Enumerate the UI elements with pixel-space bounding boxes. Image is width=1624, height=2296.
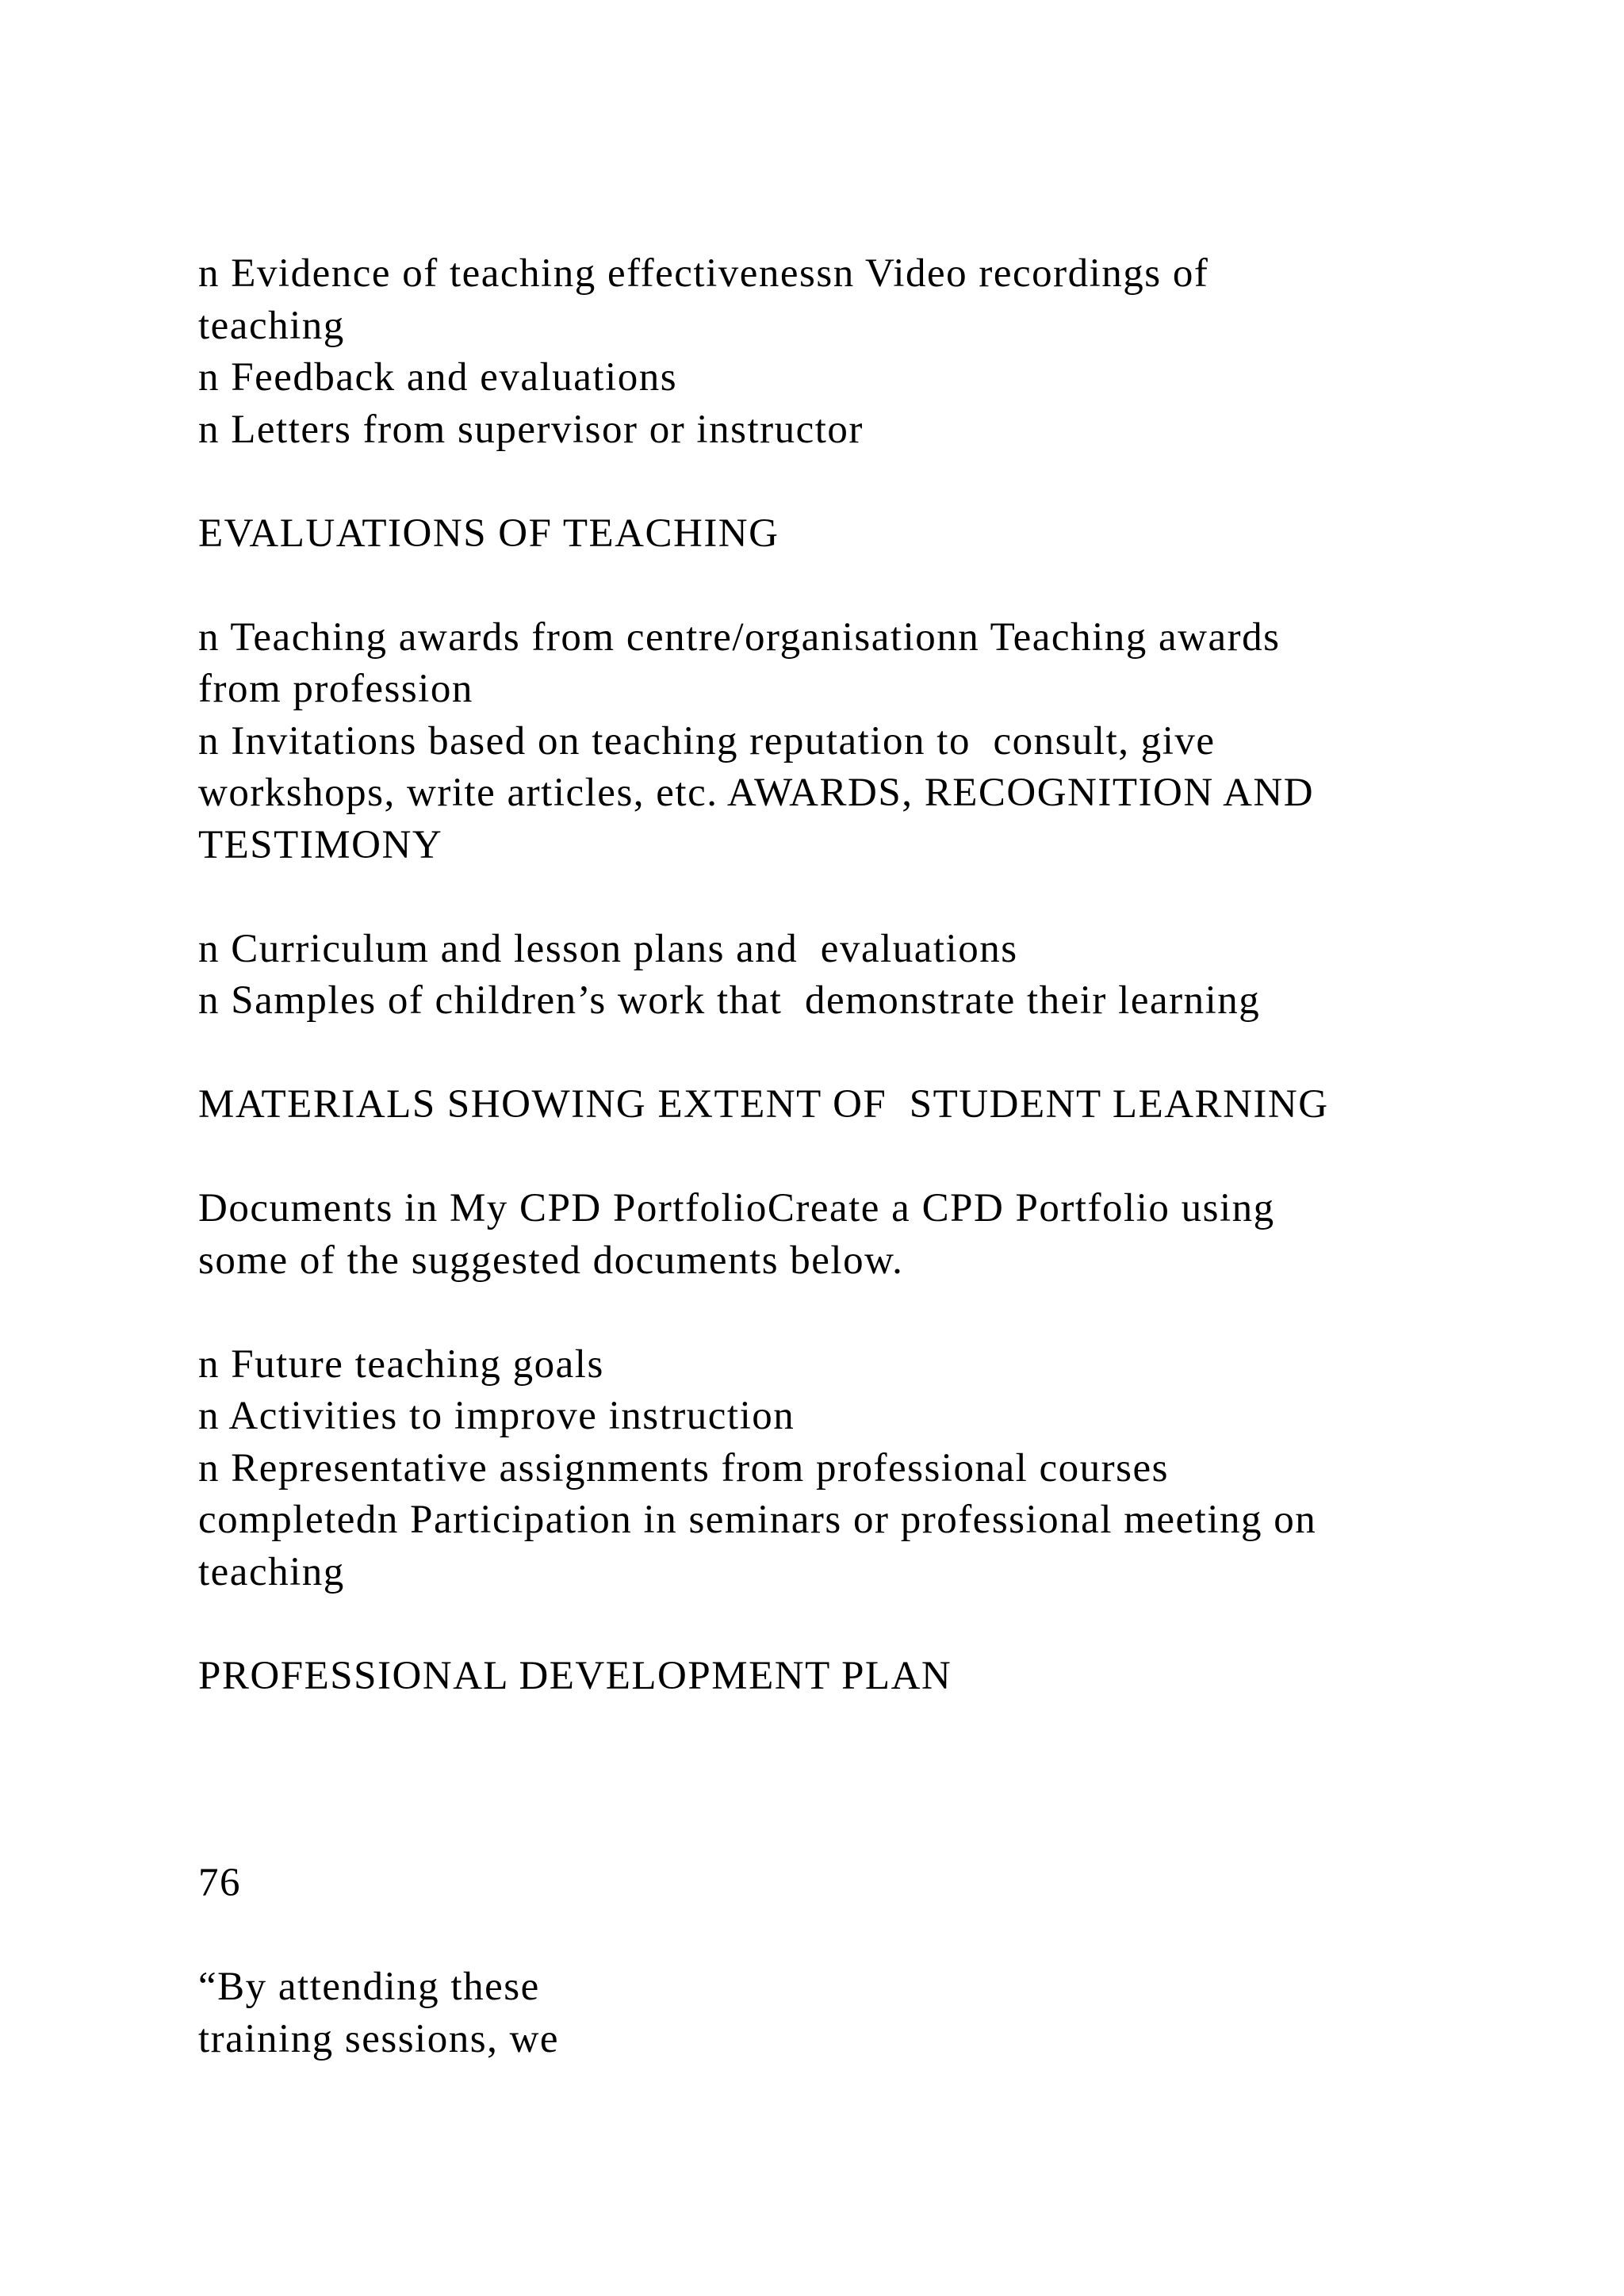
quote-line: “By attending these <box>198 1965 540 2009</box>
student-learning-list <box>198 924 1467 1027</box>
body-line: TESTIMONY <box>198 822 443 867</box>
section-heading: EVALUATIONS OF TEACHING <box>198 511 779 556</box>
section-heading: MATERIALS SHOWING EXTENT OF STUDENT LEARNING <box>198 1082 1329 1127</box>
spacer <box>198 1910 1467 1962</box>
spacer <box>198 456 1467 508</box>
spacer <box>198 1598 1467 1651</box>
body-line: completedn Participation in seminars or professional meeting on <box>198 1498 1317 1542</box>
body-line: some of the suggested documents below. <box>198 1238 904 1283</box>
body-line: teaching <box>198 1549 345 1594</box>
awards-list <box>198 612 1467 872</box>
section-heading: PROFESSIONAL DEVELOPMENT PLAN <box>198 1653 952 1698</box>
quote-line: training sessions, we <box>198 2016 560 2061</box>
body-line: from profession <box>198 667 473 711</box>
spacer <box>198 1702 1467 1858</box>
portfolio-intro <box>198 1183 1467 1287</box>
body-line: workshops, write articles, etc. AWARDS, RECOGNITION AND <box>198 771 1315 815</box>
spacer <box>198 1027 1467 1080</box>
body-line: n Invitations based on teaching reputation to consult, give <box>198 718 1216 763</box>
body-line: n Feedback and evaluations <box>198 355 678 400</box>
body-line: n Future teaching goals <box>198 1341 604 1387</box>
body-line: n Letters from supervisor or instructor <box>198 407 864 452</box>
quote-block <box>198 1961 1467 2065</box>
body-line: Documents in My CPD PortfolioCreate a CPD Portfolio using <box>198 1186 1275 1230</box>
teaching-evidence-list <box>198 248 1467 456</box>
page-number: 76 <box>198 1861 241 1905</box>
document-body <box>198 248 1467 2065</box>
spacer <box>198 560 1467 612</box>
body-line: n Representative assignments from professional courses <box>198 1445 1169 1490</box>
body-line: n Activities to improve instruction <box>198 1394 795 1438</box>
body-line: n Evidence of teaching effectivenessn Video recordings of <box>198 251 1209 296</box>
spacer <box>198 871 1467 924</box>
body-line: n Samples of children’s work that demonstrate their learning <box>198 978 1261 1023</box>
spacer <box>198 1131 1467 1184</box>
development-plan-list <box>198 1339 1467 1599</box>
body-line: n Curriculum and lesson plans and evaluations <box>198 926 1018 971</box>
body-line: teaching <box>198 303 345 348</box>
body-line: n Teaching awards from centre/organisationn Teaching awards <box>198 614 1281 660</box>
spacer <box>198 1287 1467 1339</box>
